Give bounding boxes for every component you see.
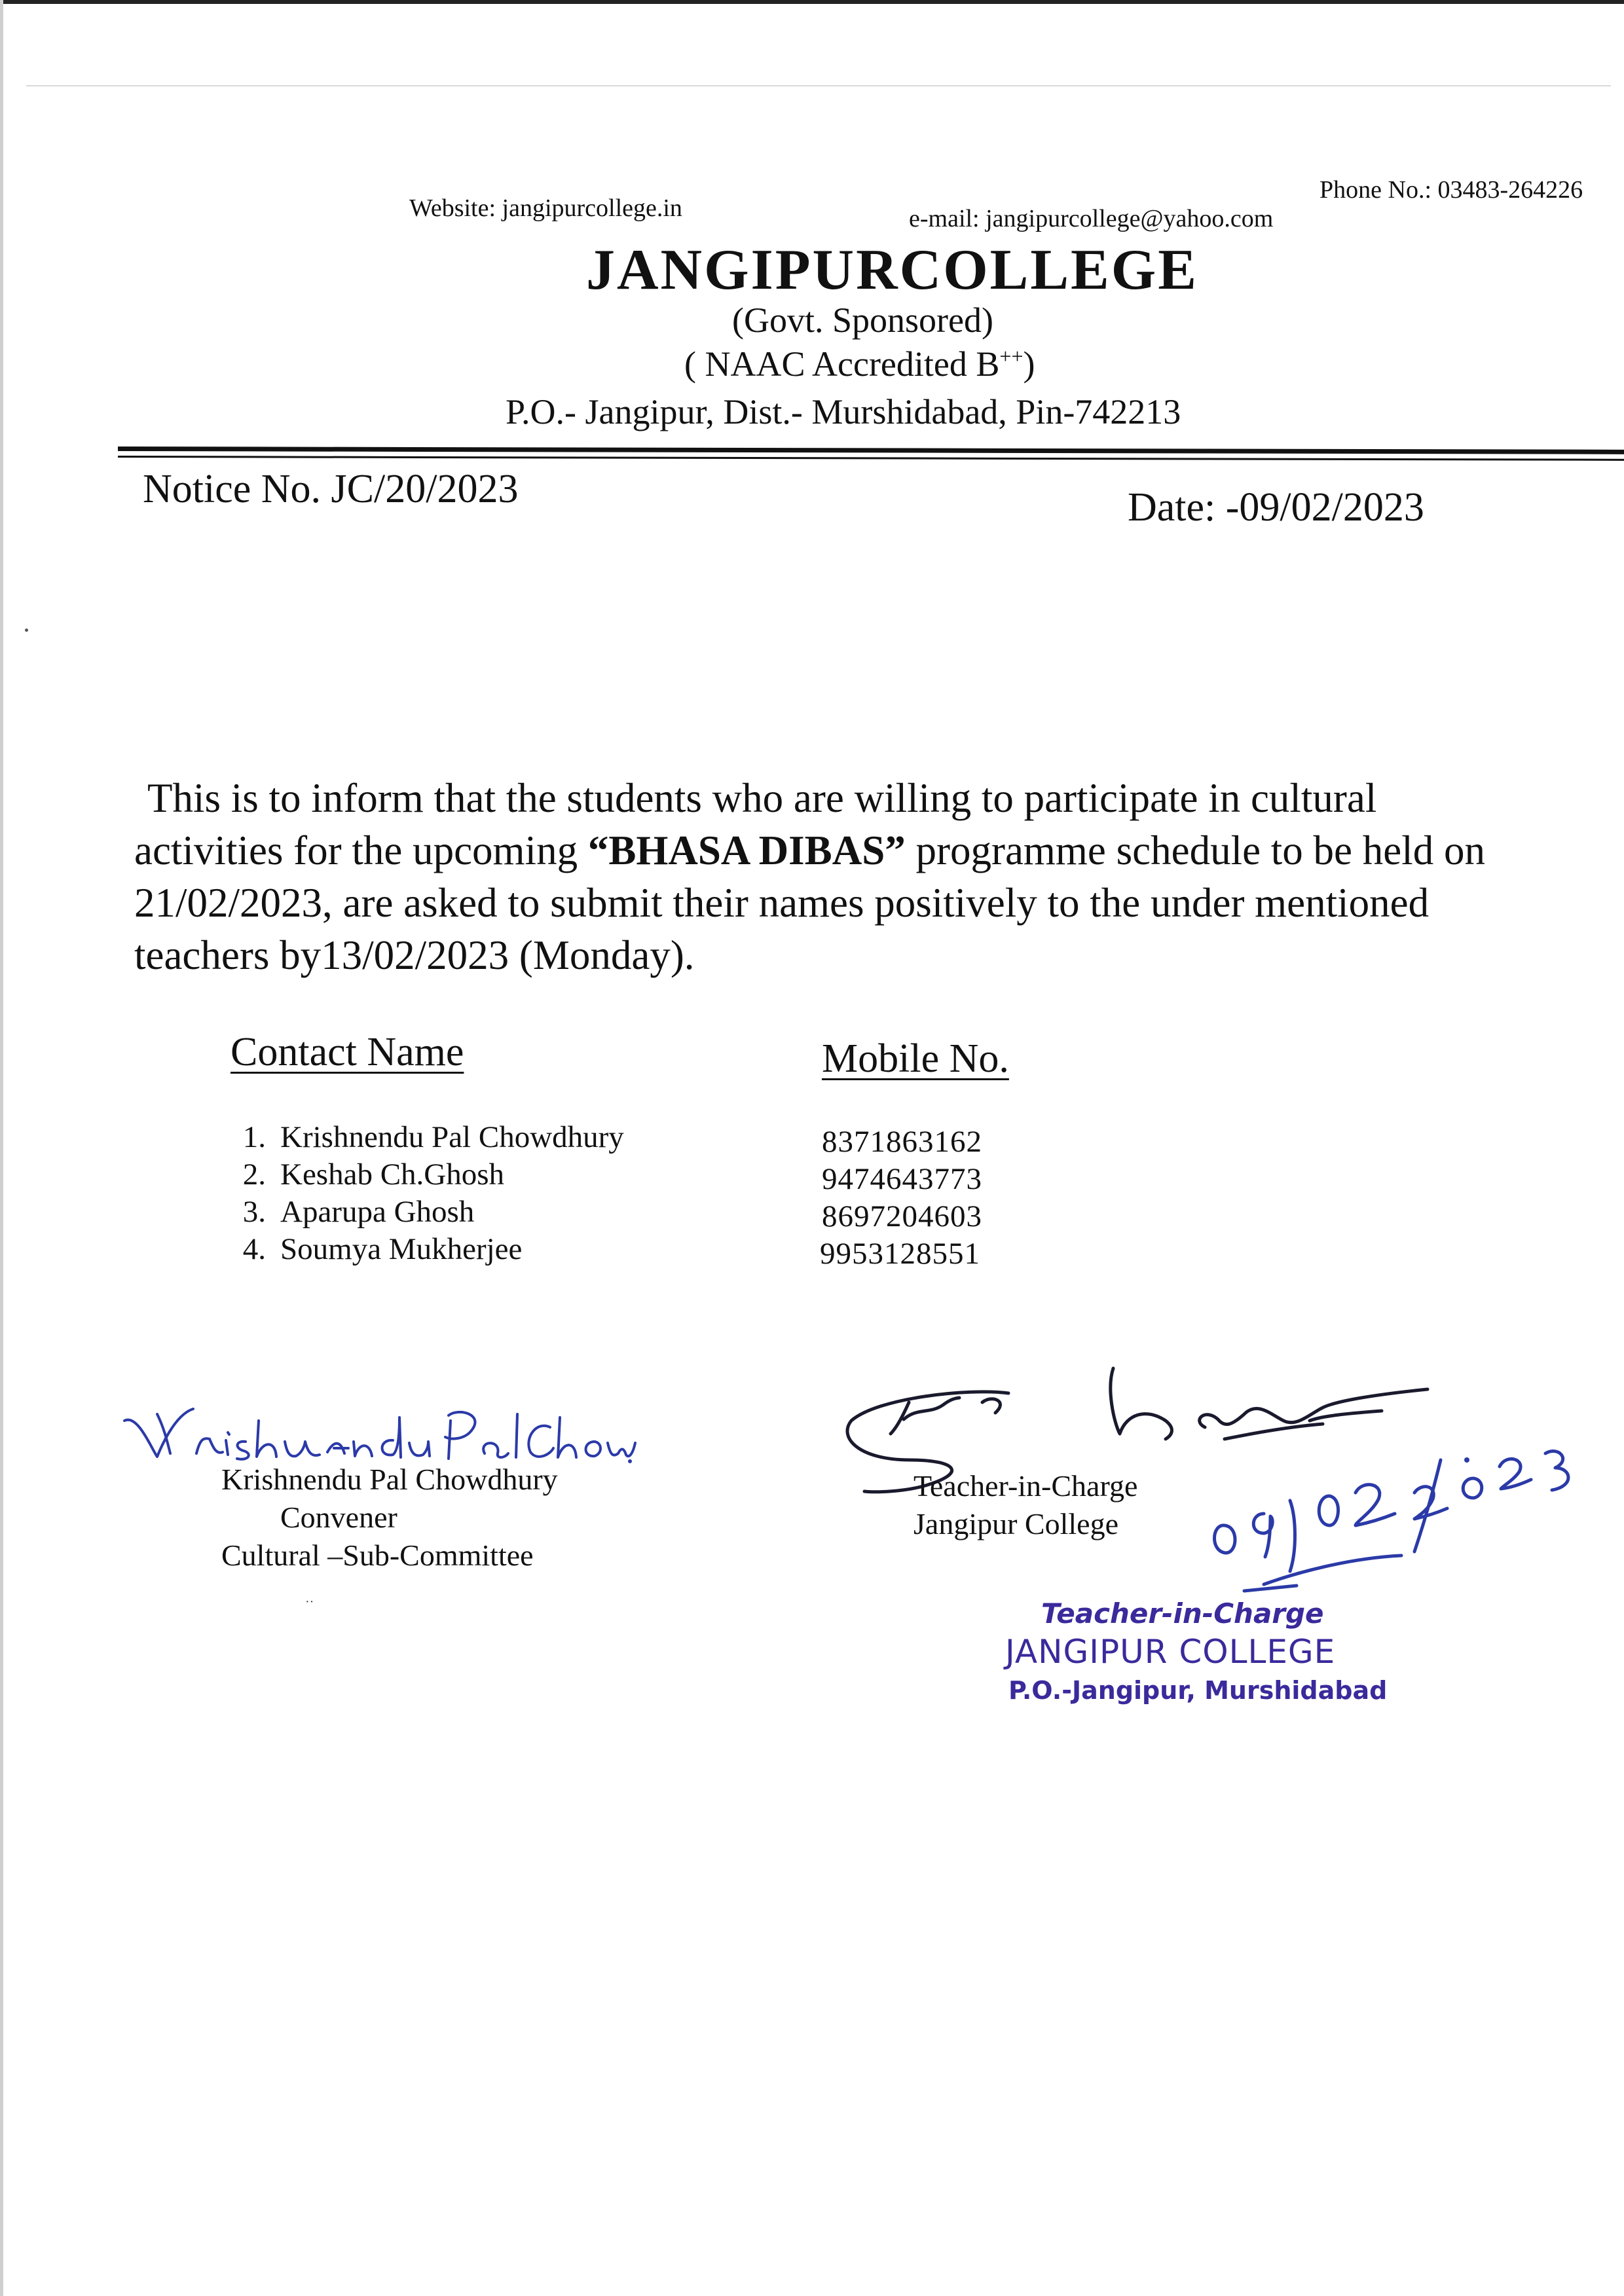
college-name: JANGIPURCOLLEGE — [586, 238, 1198, 302]
scan-faint-rule — [26, 85, 1611, 86]
contact-row — [216, 1120, 624, 1155]
mobile-header: Mobile No. — [822, 1036, 1009, 1081]
body-line-2-end: programme schedule to be held on — [905, 828, 1485, 873]
contact-index: 1. — [242, 1120, 266, 1154]
body-line-2-start: activities for the upcoming — [134, 828, 588, 873]
stamp-title: Teacher-in-Charge — [1041, 1597, 1324, 1630]
accreditation-grade: ++ — [999, 344, 1024, 368]
header-rule — [118, 446, 1624, 454]
contact-mobile: 9474643773 — [822, 1162, 982, 1196]
contact-row — [216, 1231, 522, 1267]
accreditation-text: ( NAAC Accredited B — [684, 344, 1000, 384]
contact-name: Soumya Mukherjee — [280, 1232, 523, 1266]
body-line-4: teachers by13/02/2023 (Monday). — [134, 932, 695, 978]
contact-index: 3. — [242, 1195, 266, 1229]
website: Website: jangipurcollege.in — [409, 194, 682, 222]
scan-edge — [0, 0, 1624, 4]
accreditation-close: ) — [1023, 344, 1035, 384]
contact-index: 4. — [242, 1232, 266, 1266]
scan-dots: ·· — [305, 1595, 314, 1609]
contact-name: Krishnendu Pal Chowdhury — [280, 1120, 624, 1154]
contact-mobile: 9953128551 — [820, 1237, 980, 1271]
contact-name-header: Contact Name — [231, 1030, 464, 1074]
stamp-address: P.O.-Jangipur, Murshidabad — [1008, 1676, 1388, 1705]
notice-number: Notice No. JC/20/2023 — [143, 467, 519, 511]
sponsorship: (Govt. Sponsored) — [732, 301, 993, 340]
body-line-3: 21/02/2023, are asked to submit their names positively to the under mentioned — [134, 880, 1430, 926]
phone-number: Phone No.: 03483-264226 — [1320, 176, 1583, 204]
notice-date: Date: -09/02/2023 — [1128, 485, 1424, 530]
contact-row — [216, 1194, 474, 1230]
contact-index: 2. — [242, 1157, 266, 1192]
accreditation — [684, 344, 1035, 384]
contact-row — [216, 1157, 504, 1192]
scan-edge-left — [0, 0, 3, 2296]
scan-dot — [25, 629, 28, 632]
contact-mobile: 8371863162 — [822, 1125, 982, 1159]
contact-name: Aparupa Ghosh — [280, 1195, 475, 1229]
event-name: “BHASA DIBAS” — [587, 828, 906, 873]
teacher-in-charge-role: Teacher-in-Charge — [913, 1469, 1138, 1503]
body-line-2 — [134, 826, 1485, 875]
email: e-mail: jangipurcollege@yahoo.com — [909, 205, 1274, 232]
teacher-in-charge-institution: Jangipur College — [913, 1507, 1118, 1540]
body-line-1: This is to inform that the students who are willing to participate in cultural — [147, 775, 1377, 821]
contact-name: Keshab Ch.Ghosh — [280, 1157, 505, 1192]
signatory-role: Convener — [280, 1501, 397, 1534]
signatory-name: Krishnendu Pal Chowdhury — [221, 1463, 558, 1496]
address: P.O.- Jangipur, Dist.- Murshidabad, Pin-742213 — [506, 392, 1181, 431]
contact-mobile: 8697204603 — [822, 1199, 982, 1233]
header-rule-thin — [118, 456, 1624, 461]
signatory-committee: Cultural –Sub-Committee — [221, 1539, 534, 1572]
stamp-college-name: JANGIPUR COLLEGE — [1005, 1633, 1336, 1671]
